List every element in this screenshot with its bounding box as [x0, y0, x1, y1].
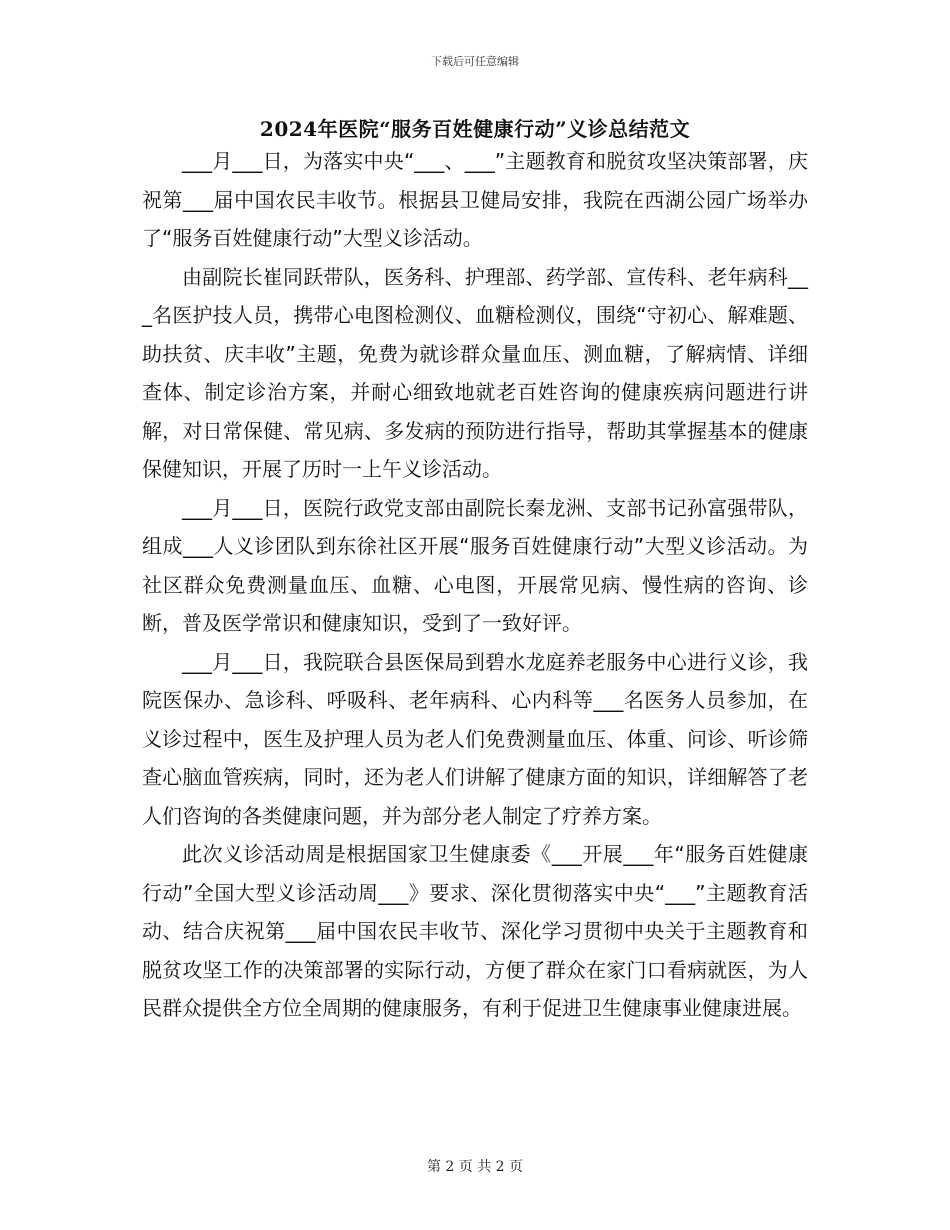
paragraph-5: 此次义诊活动周是根据国家卫生健康委《___开展___年“服务百姓健康行动”全国大型义诊活动周___》要求、深化贯彻落实中央“___”主题教育活动、结合庆祝第___届中国农民丰收节、深化学习贯彻中央关于主题教育和脱贫攻坚工作的决策部署的实际行动，方便了群众在家门口看病就医，为人民群众提供全方位全周期的健康服务，有利于促进卫生健康事业健康进展。 [142, 842, 808, 1020]
header-note: 下载后可任意编辑 [431, 55, 519, 68]
paragraph-2: 由副院长崔同跃带队，医务科、护理部、药学部、宣传科、老年病科___名医护技人员，携带心电图检测仪、血糖检测仪，围绕“守初心、解难题、助扶贫、庆丰收”主题，免费为就诊群众量血压、测血糖，了解病情、详细查体、制定诊治方案，并耐心细致地就老百姓咨询的健康疾病问题进行讲解，对日常保健、常见病、多发病的预防进行指导，帮助其掌握基本的健康保健知识，开展了历时一上午义诊活动。 [142, 264, 808, 481]
paragraph-4: ___月___日，我院联合县医保局到碧水龙庭养老服务中心进行义诊，我院医保办、急诊科、呼吸科、老年病科、心内科等___名医务人员参加，在义诊过程中，医生及护理人员为老人们免费测量血压、体重、问诊、听诊筛查心脑血管疾病，同时，还为老人们讲解了健康方面的知识，详细解答了老人们咨询的各类健康问题，并为部分老人制定了疗养方案。 [142, 649, 808, 828]
page-number: 第 2 页 共 2 页 [426, 1159, 524, 1175]
paragraph-1: ___月___日，为落实中央“___、___”主题教育和脱贫攻坚决策部署，庆祝第___届中国农民丰收节。根据县卫健局安排，我院在西湖公园广场举办了“服务百姓健康行动”大型义诊活动。 [142, 149, 808, 250]
document-body [142, 142, 808, 1028]
document-title: 2024年医院“服务百姓健康行动”义诊总结范文 [259, 117, 691, 141]
paragraph-3: ___月___日，医院行政党支部由副院长秦龙洲、支部书记孙富强带队，组成___人义诊团队到东徐社区开展“服务百姓健康行动”大型义诊活动。为社区群众免费测量血压、血糖、心电图，开展常见病、慢性病的咨询、诊断，普及医学常识和健康知识，受到了一致好评。 [142, 495, 808, 635]
